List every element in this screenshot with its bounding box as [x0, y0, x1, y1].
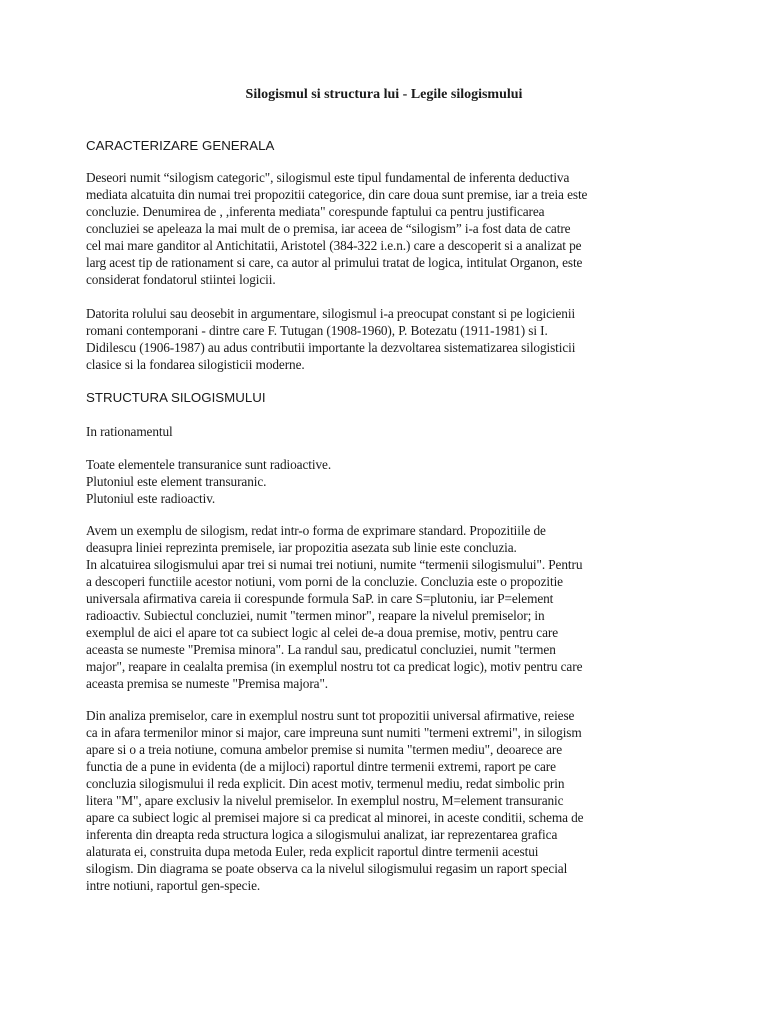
text-line: universala afirmativa careia ii corespunde formula SaP. in care S=plutoniu, iar P=element [86, 591, 554, 606]
section-heading-structura: STRUCTURA SILOGISMULUI [86, 390, 266, 405]
text-line: major", reapare in cealalta premisa (in exemplul nostru tot ca predicat logic), motiv pentru care [86, 659, 583, 674]
text-line: exemplul de aici el apare tot ca subiect logic al celei de-a doua premise, motiv, pentru care [86, 625, 559, 640]
text-line: aceasta se numeste "Premisa minora". La randul sau, predicatul concluziei, numit "termen [86, 642, 556, 657]
text-line: deasupra liniei reprezinta premisele, iar propozitia asezata sub linie este concluzia. [86, 540, 517, 555]
text-line: ca in afara termenilor minor si major, care impreuna sunt numiti "termeni extremi", in silogism [86, 725, 582, 740]
text-line: mediata alcatuita din numai trei propozitii categorice, din care doua sunt premise, iar a treia este [86, 187, 588, 202]
premise-minor: Plutoniul este element transuranic. [86, 474, 267, 489]
text-line: silogism. Din diagrama se poate observa ca la nivelul silogismului regasim un raport special [86, 861, 568, 876]
text-line: In alcatuirea silogismului apar trei si numai trei notiuni, numite “termenii silogismului". Pentru [86, 557, 583, 572]
section-heading-caracterizare: CARACTERIZARE GENERALA [86, 138, 275, 153]
text-line: cel mai mare ganditor al Antichitatii, Aristotel (384-322 i.e.n.) care a descoperit si a analizat pe [86, 238, 582, 253]
paragraph-terms [86, 522, 686, 692]
text-line: litera "M", apare exclusiv la nivelul premiselor. In exemplul nostru, M=element transuranic [86, 793, 564, 808]
text-line: aceasta premisa se numeste "Premisa majora". [86, 676, 329, 691]
text-line: romani contemporani - dintre care F. Tutugan (1908-1960), P. Botezatu (1911-1981) si I. [86, 323, 548, 338]
text-line: intre notiuni, raportul gen-specie. [86, 878, 261, 893]
text-line: larg acest tip de rationament si care, ca autor al primului tratat de logica, intitulat Organon, este [86, 255, 583, 270]
syllogism-example [86, 456, 686, 507]
paragraph-definition [86, 169, 686, 288]
text-line: Datorita rolului sau deosebit in argumentare, silogismul i-a preocupat constant si pe logicienii [86, 306, 576, 321]
paragraph-romanian-logicians [86, 305, 686, 373]
text-line: concluzie. Denumirea de , ,inferenta mediata" corespunde faptului ca pentru justificarea [86, 204, 545, 219]
text-line: Deseori numit “silogism categoric", silogismul este tipul fundamental de inferenta deductiva [86, 170, 570, 185]
premise-major: Toate elementele transuranice sunt radioactive. [86, 457, 332, 472]
text-line: radioactiv. Subiectul concluziei, numit "termen minor", reapare la nivelul premiselor; in [86, 608, 545, 623]
text-line: inferenta din dreapta reda structura logica a silogismului analizat, iar reprezentarea grafica [86, 827, 558, 842]
text-line: a descoperi functiile acestor notiuni, vom porni de la concluzie. Concluzia este o propozitie [86, 574, 563, 589]
text-line: functia de a pune in evidenta (de a mijloci) raportul dintre termenii extremi, raport pe care [86, 759, 556, 774]
document-title: Silogismul si structura lui - Legile silogismului [245, 87, 523, 102]
text-line: considerat fondatorul stiintei logicii. [86, 272, 276, 287]
text-line: Avem un exemplu de silogism, redat intr-o forma de exprimare standard. Propozitiile de [86, 523, 546, 538]
text-line: apare si o a treia notiune, comuna ambelor premise si numita "termen mediu", deoarece are [86, 742, 563, 757]
conclusion: Plutoniul este radioactiv. [86, 491, 216, 506]
text-line: concluzia silogismului il reda explicit. Din acest motiv, termenul mediu, redat simbolic prin [86, 776, 565, 791]
text-line: Didilescu (1906-1987) au adus contributii importante la dezvoltarea sistematizarea silogisticii [86, 340, 576, 355]
paragraph-middle-term [86, 707, 686, 894]
text-line: clasice si la fondarea silogisticii moderne. [86, 357, 305, 372]
intro-line: In rationamentul [86, 424, 173, 439]
text-line: Din analiza premiselor, care in exemplul nostru sunt tot propozitii universal afirmative, reiese [86, 708, 575, 723]
text-line: apare ca subiect logic al premisei majore si ca predicat al minorei, in aceste conditii, schema de [86, 810, 584, 825]
text-line: alaturata ei, construita dupa metoda Euler, reda explicit raportul dintre termenii acestui [86, 844, 539, 859]
text-line: concluziei se apeleaza la mai mult de o premisa, iar aceea de “silogism” i-a fost data de catre [86, 221, 571, 236]
